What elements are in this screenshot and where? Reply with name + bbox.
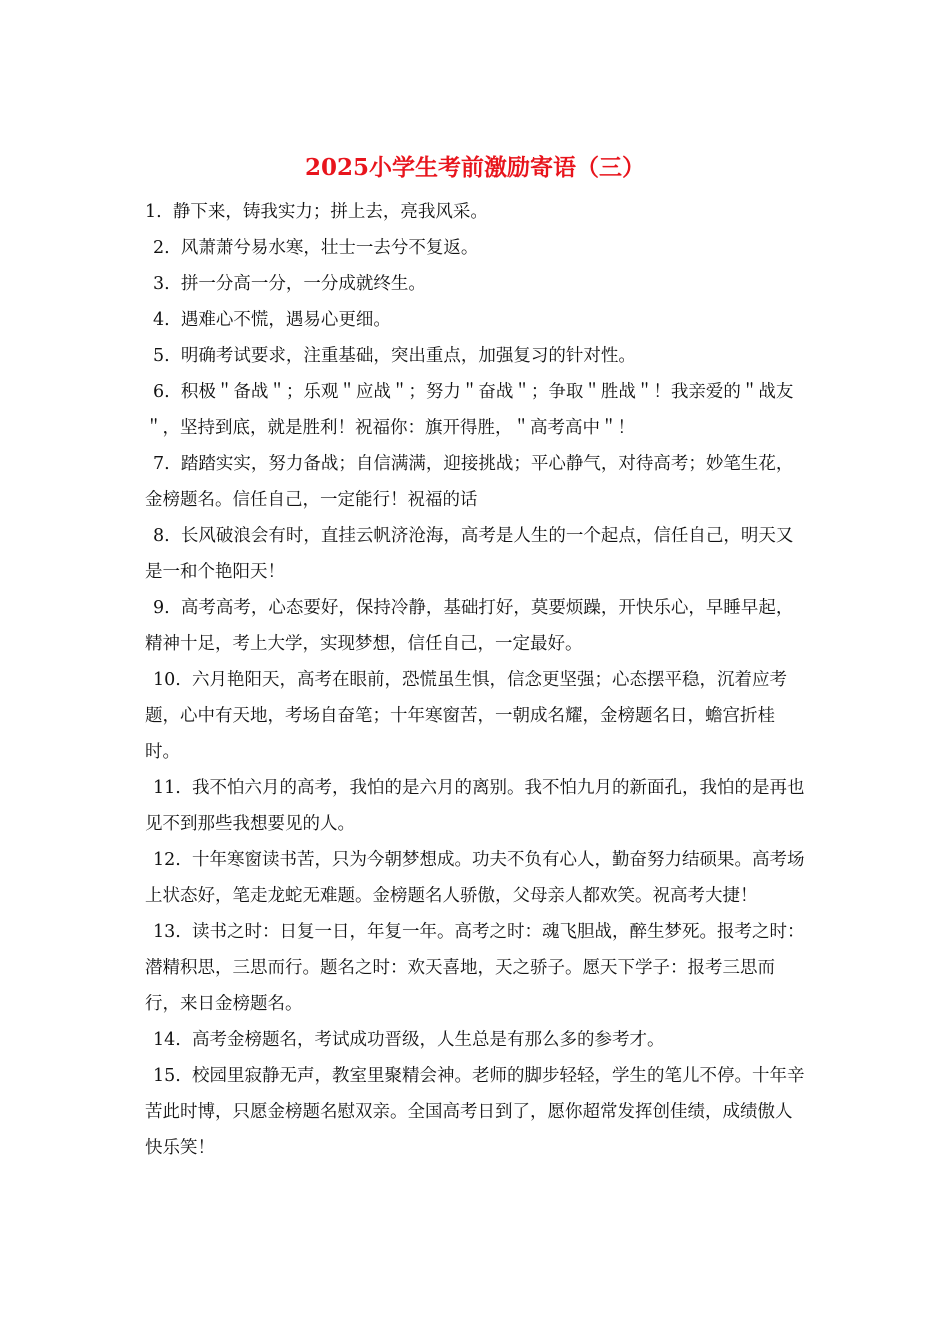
item-number: 6.: [153, 382, 170, 402]
list-item: [145, 1058, 807, 1166]
item-text: 校园里寂静无声，教室里聚精会神。老师的脚步轻轻，学生的笔儿不停。十年辛苦此时博，只愿金榜题名慰双亲。全国高考日到了，愿你超常发挥创佳绩，成绩傲人快乐笑！: [145, 1066, 805, 1158]
item-number: 1.: [145, 202, 162, 222]
item-text: 静下来，铸我实力；拼上去，亮我风采。: [172, 202, 488, 222]
item-text: 遇难心不慌，遇易心更细。: [180, 310, 391, 330]
list-item: [145, 770, 807, 842]
list-item: [145, 446, 807, 518]
item-number: 4.: [153, 310, 170, 330]
list-item: [145, 1022, 807, 1058]
item-number: 12.: [153, 850, 181, 870]
item-text: 积极＂备战＂；乐观＂应战＂；努力＂奋战＂；争取＂胜战＂！我亲爱的＂战友＂，坚持到底，就是胜利！祝福你：旗开得胜，＂高考高中＂！: [145, 382, 794, 438]
item-number: 5.: [153, 346, 170, 366]
document-body: [145, 194, 807, 1166]
list-item: [145, 842, 807, 914]
item-number: 14.: [153, 1030, 181, 1050]
item-number: 13.: [153, 922, 181, 942]
list-item: [145, 662, 807, 770]
item-number: 10.: [153, 670, 181, 690]
item-text: 拼一分高一分，一分成就终生。: [180, 274, 426, 294]
item-text: 高考金榜题名，考试成功晋级，人生总是有那么多的参考才。: [191, 1030, 665, 1050]
item-text: 我不怕六月的高考，我怕的是六月的离别。我不怕九月的新面孔，我怕的是再也见不到那些我想要见的人。: [145, 778, 805, 834]
item-text: 高考高考，心态要好，保持冷静，基础打好，莫要烦躁，开快乐心，早睡早起，精神十足，考上大学，实现梦想，信任自己，一定最好。: [145, 598, 794, 654]
list-item: [145, 266, 807, 302]
item-text: 读书之时：日复一日，年复一年。高考之时：魂飞胆战，醉生梦死。报考之时：潜精积思，三思而行。题名之时：欢天喜地，天之骄子。愿天下学子：报考三思而行，来日金榜题名。: [145, 922, 805, 1014]
list-item: [145, 374, 807, 446]
list-item: [145, 338, 807, 374]
item-text: 风萧萧兮易水寒，壮士一去兮不复返。: [180, 238, 479, 258]
page-title: 2025小学生考前激励寄语（三）: [304, 154, 645, 181]
item-number: 15.: [153, 1066, 181, 1086]
item-number: 2.: [153, 238, 170, 258]
item-number: 3.: [153, 274, 170, 294]
list-item: [145, 518, 807, 590]
item-text: 六月艳阳天，高考在眼前，恐慌虽生惧，信念更坚强；心态摆平稳，沉着应考题，心中有天地，考场自奋笔；十年寒窗苦，一朝成名耀，金榜题名日，蟾宫折桂时。: [145, 670, 787, 762]
item-text: 踏踏实实，努力备战；自信满满，迎接挑战；平心静气，对待高考；妙笔生花，金榜题名。信任自己，一定能行！祝福的话: [145, 454, 794, 510]
list-item: [145, 914, 807, 1022]
list-item: [145, 302, 807, 338]
item-number: 7.: [153, 454, 170, 474]
item-text: 明确考试要求，注重基础，突出重点，加强复习的针对性。: [180, 346, 636, 366]
list-item: [145, 590, 807, 662]
item-text: 长风破浪会有时，直挂云帆济沧海，高考是人生的一个起点，信任自己，明天又是一和个艳阳天！: [145, 526, 794, 582]
item-number: 8.: [153, 526, 170, 546]
item-number: 9.: [153, 598, 170, 618]
list-item: [145, 194, 807, 230]
item-text: 十年寒窗读书苦，只为今朝梦想成。功夫不负有心人，勤奋努力结硕果。高考场上状态好，笔走龙蛇无难题。金榜题名人骄傲，父母亲人都欢笑。祝高考大捷！: [145, 850, 805, 906]
item-number: 11.: [153, 778, 181, 798]
list-item: [145, 230, 807, 266]
